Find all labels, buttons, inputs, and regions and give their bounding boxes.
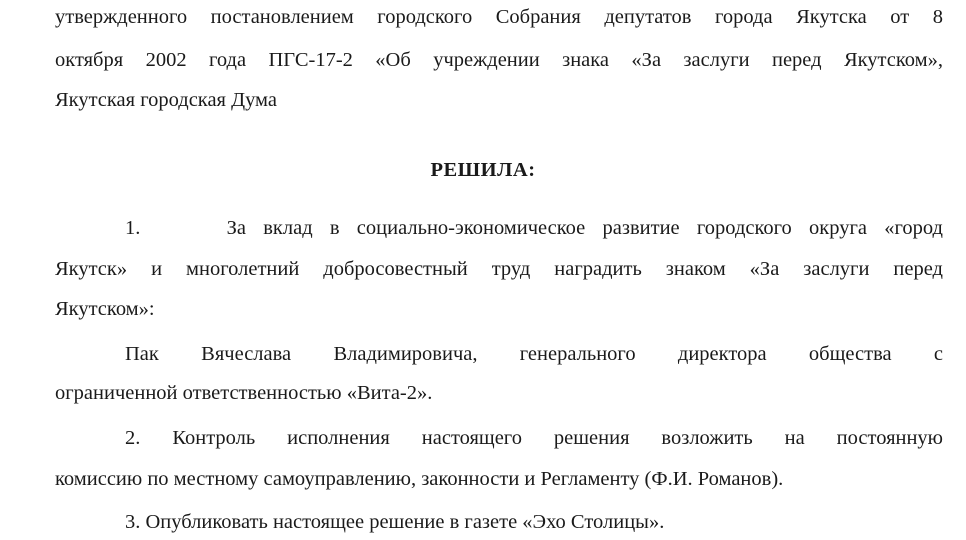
intro-line-2: октября 2002 года ПГС-17-2 «Об учреждении знака «За заслуги перед Якутском», — [55, 49, 943, 71]
intro-line-3: Якутская городская Дума — [55, 89, 277, 111]
awardee-line-2: ограниченной ответственностью «Вита-2». — [55, 382, 433, 404]
item1-line-1: 1. За вклад в социально-экономическое развитие городского округа «город — [125, 217, 943, 239]
awardee-line-1: Пак Вячеслава Владимировича, генерального директора общества с — [125, 343, 943, 365]
item1-line-2: Якутск» и многолетний добросовестный труд наградить знаком «За заслуги перед — [55, 258, 943, 280]
item2-line-2: комиссию по местному самоуправлению, законности и Регламенту (Ф.И. Романов). — [55, 468, 784, 490]
item1-line-3: Якутском»: — [55, 298, 155, 320]
intro-line-1: утвержденного постановлением городского Собрания депутатов города Якутска от 8 — [55, 6, 943, 28]
decision-heading: РЕШИЛА: — [430, 159, 536, 181]
item3-line-1: 3. Опубликовать настоящее решение в газете «Эхо Столицы». — [125, 511, 665, 533]
item2-line-1: 2. Контроль исполнения настоящего решения возложить на постоянную — [125, 427, 943, 449]
